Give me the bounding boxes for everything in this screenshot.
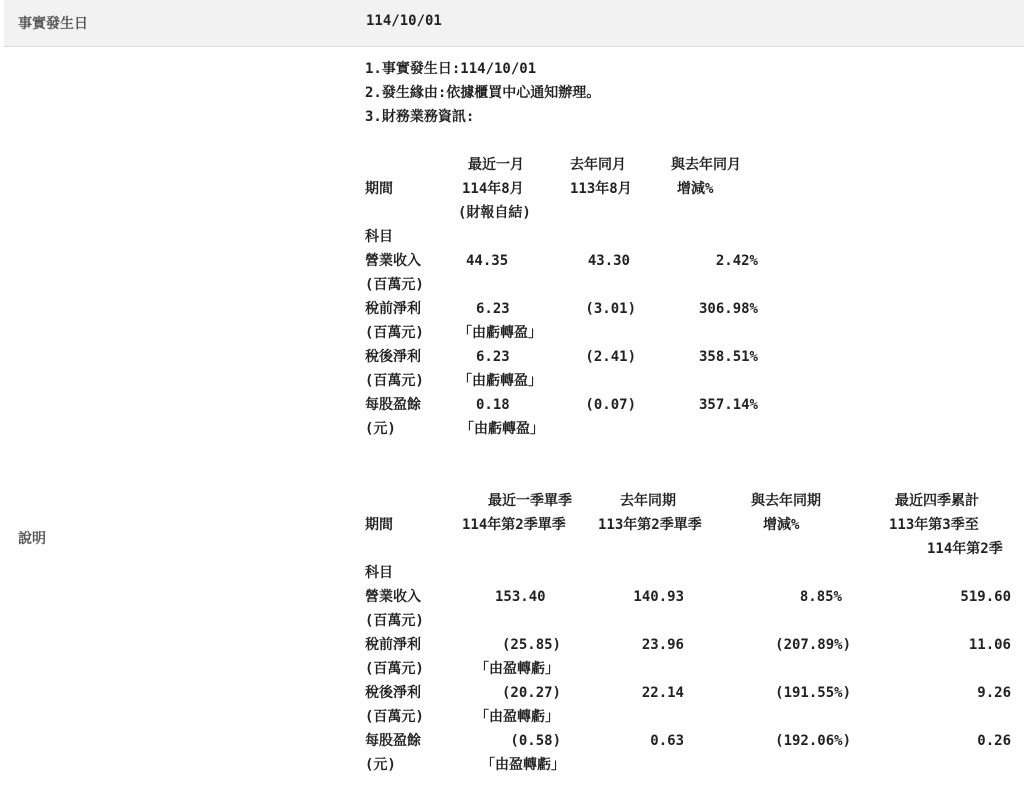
event-date-label: 事實發生日: [18, 16, 88, 32]
monthly-value-last-year: (0.07): [585, 397, 636, 413]
monthly-value-change: 2.42%: [715, 253, 758, 269]
quarterly-value-change: 8.85%: [799, 589, 842, 605]
quarterly-col3-sub: 增減%: [763, 517, 800, 533]
intro-line: 2.發生緣由:依據櫃買中心通知辦理。: [365, 85, 601, 101]
event-date-row: [4, 0, 1024, 47]
quarterly-value-current: (0.58): [510, 733, 561, 749]
quarterly-col1-title: 最近一季單季: [488, 493, 572, 509]
quarterly-col2-title: 去年同期: [620, 493, 676, 509]
quarterly-row-label: 稅後淨利: [365, 685, 421, 701]
monthly-value-change: 357.14%: [698, 397, 758, 413]
monthly-row-label: 每股盈餘: [365, 397, 421, 413]
quarterly-row-unit: (百萬元): [365, 709, 424, 725]
quarterly-value-current: (25.85): [501, 637, 561, 653]
quarterly-row-unit: (百萬元): [365, 613, 424, 629]
quarterly-row-label: 稅前淨利: [365, 637, 421, 653]
monthly-col2-title: 去年同月: [570, 157, 626, 173]
quarterly-value-change: (191.55%): [775, 685, 851, 701]
quarterly-subject-header: 科目: [365, 565, 393, 581]
monthly-row-unit: (百萬元): [365, 277, 424, 293]
quarterly-col1-period: 114年第2季單季: [462, 517, 566, 533]
quarterly-col4-period: 113年第3季至: [889, 517, 979, 533]
quarterly-row-unit: (元): [365, 757, 396, 773]
quarterly-col2-period: 113年第2季單季: [598, 517, 702, 533]
monthly-col3-title: 與去年同月: [671, 157, 741, 173]
monthly-subject-header: 科目: [365, 229, 393, 245]
quarterly-col3-title: 與去年同期: [751, 493, 821, 509]
quarterly-col4-title: 最近四季累計: [895, 493, 979, 509]
monthly-value-last-year: (2.41): [585, 349, 636, 365]
monthly-row-label: 稅後淨利: [365, 349, 421, 365]
quarterly-value-ttm: 0.26: [977, 733, 1011, 749]
quarterly-row-unit: (百萬元): [365, 661, 424, 677]
quarterly-col4-period-end: 114年第2季: [927, 541, 1003, 557]
monthly-value-last-year: (3.01): [585, 301, 636, 317]
monthly-row-note: 「由虧轉盈」: [458, 325, 542, 341]
monthly-col3-sub: 增減%: [677, 181, 714, 197]
monthly-value-change: 358.51%: [698, 349, 758, 365]
quarterly-row-label: 每股盈餘: [365, 733, 421, 749]
quarterly-value-change: (192.06%): [775, 733, 851, 749]
monthly-row-label: 稅前淨利: [365, 301, 421, 317]
quarterly-row-note: 「由盈轉虧」: [475, 709, 559, 725]
monthly-row-note: 「由虧轉盈」: [458, 373, 542, 389]
monthly-row-note: 「由虧轉盈」: [460, 421, 544, 437]
quarterly-value-last-year: 23.96: [641, 637, 684, 653]
quarterly-value-last-year: 140.93: [633, 589, 684, 605]
quarterly-value-ttm: 519.60: [960, 589, 1011, 605]
quarterly-period-header: 期間: [365, 517, 393, 533]
monthly-period-header: 期間: [365, 181, 393, 197]
quarterly-value-current: (20.27): [501, 685, 561, 701]
monthly-row-unit: (百萬元): [365, 325, 424, 341]
event-date-value: 114/10/01: [366, 13, 442, 29]
monthly-row-unit: (百萬元): [365, 373, 424, 389]
quarterly-row-note: 「由盈轉虧」: [475, 661, 559, 677]
quarterly-value-change: (207.89%): [775, 637, 851, 653]
quarterly-row-label: 營業收入: [365, 589, 421, 605]
description-label: 說明: [18, 531, 46, 547]
monthly-value-current: 6.23: [476, 301, 510, 317]
quarterly-row-note: 「由盈轉虧」: [481, 757, 565, 773]
intro-line: 3.財務業務資訊:: [365, 109, 475, 125]
monthly-col1-period: 114年8月: [462, 181, 524, 197]
monthly-value-change: 306.98%: [698, 301, 758, 317]
quarterly-value-ttm: 9.26: [977, 685, 1011, 701]
monthly-col1-title: 最近一月: [468, 157, 524, 173]
monthly-value-current: 44.35: [466, 253, 509, 269]
monthly-value-current: 6.23: [476, 349, 510, 365]
monthly-col2-period: 113年8月: [570, 181, 632, 197]
quarterly-value-last-year: 0.63: [650, 733, 684, 749]
monthly-col1-note: (財報自結): [458, 205, 531, 221]
quarterly-value-ttm: 11.06: [968, 637, 1011, 653]
quarterly-value-last-year: 22.14: [641, 685, 684, 701]
monthly-row-label: 營業收入: [365, 253, 421, 269]
monthly-row-unit: (元): [365, 421, 396, 437]
quarterly-value-current: 153.40: [495, 589, 546, 605]
monthly-value-last-year: 43.30: [587, 253, 630, 269]
monthly-value-current: 0.18: [476, 397, 510, 413]
intro-line: 1.事實發生日:114/10/01: [365, 61, 537, 77]
